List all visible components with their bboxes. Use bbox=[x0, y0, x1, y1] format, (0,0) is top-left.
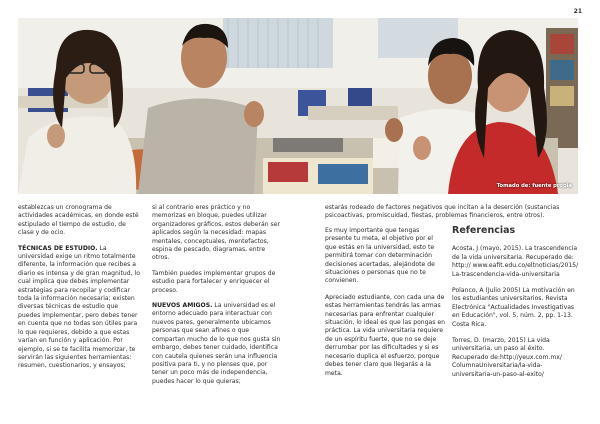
paragraph: estarás rodeado de factores negativos que incitan a la deserción (sustancias psicoactivas, promiscuidad, fiestas, problemas financieros, entre otros). bbox=[325, 204, 560, 220]
paragraph: si al contrario eres práctico y no memorizas en bloque, puedes utilizar organizadores gráficos, estos deberán ser aplicados según la necesidad: mapas mentales, conceptuales, mentefactos, espina de pescado, diagramas, entre otros. bbox=[152, 204, 280, 262]
paragraph: establezcas un cronograma de actividades académicas, en donde esté estipulado el tiempo de estudio, de clase y de ocio. bbox=[18, 204, 139, 237]
section-heading: NUEVOS AMIGOS. bbox=[152, 302, 213, 310]
paragraph bbox=[152, 302, 282, 386]
reference-item: Acosta, J (mayo, 2015). La trascendencia de la vida universitaria. Recuperado de: http:// www.eafit.edu.co/eltnoticias/2015/ La-trascendencia-vida-universitaria bbox=[452, 245, 579, 278]
page-number: 21 bbox=[573, 8, 582, 15]
paragraph: Apreciado estudiante, con cada una de estas herramientas tendrás las armas necesarias para enfrentar cualquier situación, lo ideal es que las pongas en práctica. La vida universitaria requiere de un espíritu fuerte, que no se deje derrumbar por las dificultades y si es necesario duplica el esfuerzo, porque debes tener claro que llegarás a la meta. bbox=[325, 293, 445, 377]
students-photo bbox=[18, 18, 578, 194]
photo-illustration bbox=[18, 18, 578, 194]
paragraph: Es muy importante que tengas presente tu meta, el objetivo por el que estás en la universidad, esto te permitirá tomar con determinación decisiones acertadas, alejándote de situaciones o personas que no te convienen. bbox=[325, 227, 435, 285]
paragraph: También puedes implementar grupos de estudio para fortalecer y enriquecer el proceso. bbox=[152, 269, 276, 294]
text-column-2 bbox=[152, 204, 282, 393]
section-heading: TÉCNICAS DE ESTUDIO. bbox=[18, 244, 98, 252]
reference-item: Torres, D. (marzo, 2015) La vida universitaria, un paso al éxito. Recuperado de:http://yeux.com.mx/ ColumnaUniversitaria/la-vida-universitaria-un-paso-al-exito/ bbox=[452, 337, 562, 378]
paragraph-body: La universidad exige un ritmo totalmente diferente, la información que recibes a diario es intensa y de gran magnitud, lo cual implica que debes implementar estrategias para recopilar y codificar toda la información necesaria; existen diversas técnicas de estudio que puedes implementar, pero debes tener en cuenta que no todas son útiles para lo que requieres, debido a que estas varían en función y aplicación. Por ejemplo, si se te facilita memorizar, te servirán las siguientes herramientas: resumen, cuestionarios, y ensayos; bbox=[18, 244, 140, 370]
photo-credit: Tomado de: fuente propia bbox=[496, 183, 572, 189]
references-title: Referencias bbox=[452, 225, 516, 236]
reference-item: Polanco, A (Julio 2005) La motivación en los estudiantes universitarios. Revista Electrónica "Actualidades Investigativas en Educación", vol. 5, núm. 2, pp. 1-13. Costa Rica. bbox=[452, 287, 575, 328]
paragraph-body: La universidad es el entorno adecuado para interactuar con nuevos pares, generalmente ubicamos personas que sean afines o que compartan mucho de lo que nos gusta sin embargo, debes tener cuidado, identifica con cautela quienes serán una influencia positiva para ti, y no plenses que, por tener un poco más de independencia, puedes hacer lo que quieras; bbox=[152, 302, 281, 385]
paragraph bbox=[18, 245, 140, 371]
references-section bbox=[452, 227, 580, 387]
text-column-3 bbox=[325, 227, 445, 386]
text-column-1 bbox=[18, 204, 140, 378]
